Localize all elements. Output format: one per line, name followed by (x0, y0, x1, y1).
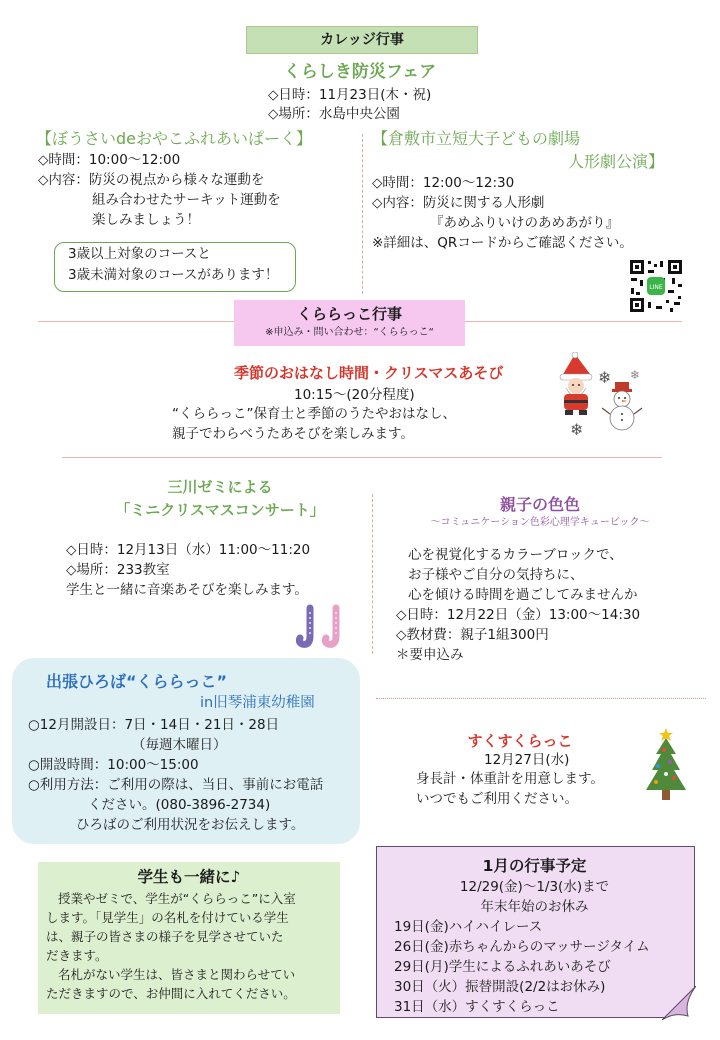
oyako-iroiro-title: 親子の色色 (499, 495, 580, 514)
sukusuku-date: 12月27日(水) (484, 752, 570, 768)
bousai-fair-title: くらしき防災フェア (283, 62, 437, 82)
schedule-item: 19日(金)ハイハイレース (394, 919, 543, 935)
concert-title-2: 「ミニクリスマスコンサート」 (115, 501, 325, 519)
student-notice-line-6: ただきますので、お仲間に入れてください。 (46, 986, 296, 1001)
hiroba-open-days: ○12月開設日：7日・14日・21日・28日 (28, 717, 280, 733)
color-reserve-note: ＊要申込み (396, 647, 464, 663)
snowflake-icon: ❄ (570, 420, 584, 439)
hiroba-hours: ○開設時間：10:00～15:00 (28, 757, 199, 773)
january-schedule-title: 1月の行事予定 (482, 857, 587, 875)
snowflake-icon: ❄ (630, 368, 641, 382)
holiday-label: 年末年始のお休み (480, 899, 589, 915)
bousai-park-title: 【ぼうさいdeおやこふれあいぱーく】 (36, 129, 313, 148)
theater-content-1: ◇内容：防災に関する人形劇 (372, 195, 545, 211)
student-notice-line-5: 名札がない学生は、皆さまと関わらせてい (58, 967, 296, 982)
student-notice-line-4: だきます。 (46, 948, 108, 963)
sukusuku-desc-1: 身長計・体重計を用意します。 (416, 771, 604, 787)
theater-detail-note: ※詳細は、QRコードからご確認ください。 (372, 235, 633, 251)
student-notice-text (46, 889, 296, 1003)
hiroba-usage-1: ○利用方法：ご利用の際は、当日、事前にお電話 (28, 777, 324, 793)
student-notice-line-3: は、親子の皆さまの様子を見学させていた (46, 929, 284, 944)
fair-date: ◇日時：11月23日(木・祝) (268, 87, 432, 103)
fair-place: ◇場所：水島中央公園 (268, 106, 400, 122)
student-notice-title: 学生も一緒に♪ (137, 868, 241, 886)
oyako-iroiro-subtitle: ～コミュニケーション色彩心理学キュービック～ (430, 517, 650, 528)
theater-content-2: 『あめふりいけのあめあがり』 (430, 215, 619, 231)
jj-ornament-icon (296, 604, 350, 650)
column-divider-1 (362, 134, 363, 294)
section-divider-3 (376, 698, 706, 699)
christmas-tree-icon (642, 724, 690, 804)
santa-icon (548, 352, 602, 416)
concert-place: ◇場所：233教室 (66, 562, 170, 578)
college-events-banner: カレッジ行事 (246, 26, 478, 54)
hiroba-subtitle: in旧琴浦東幼稚園 (200, 695, 315, 711)
ohanashi-desc-1: “くららっこ”保育士と季節のうたやおはなし、 (172, 406, 456, 422)
svg-text:LINE: LINE (649, 284, 663, 291)
snowflake-icon: ❄ (598, 368, 612, 387)
bousai-content-1: ◇内容：防災の視点から様々な運動を (38, 172, 265, 188)
ohanashi-desc-2: 親子でわらべうたあそびを楽しみます。 (172, 426, 414, 442)
hiroba-usage-2: ください。(080-3896-2734) (88, 797, 271, 813)
theater-time: ◇時間：12:00～12:30 (372, 175, 515, 191)
student-notice-line-1: 授業やゼミで、学生が“くららっこ”に入室 (58, 891, 296, 906)
holiday-period: 12/29(金)～1/3(水)まで (459, 879, 610, 895)
bousai-content-2: 組み合わせたサーキット運動を (92, 192, 281, 208)
schedule-item: 26日(金)赤ちゃんからのマッサージタイム (394, 939, 650, 955)
concert-title-1: 三川ゼミによる (167, 478, 273, 496)
concert-desc: 学生と一緒に音楽あそびを楽しみます。 (66, 582, 308, 598)
age-course-note-2: 3歳未満対象のコースがあります！ (68, 267, 279, 283)
color-desc-2: お子様やご自分の気持ちに、 (408, 567, 584, 583)
schedule-item: 30日（火）振替開設(2/2はお休み) (394, 979, 606, 995)
color-fee: ◇教材費：親子1組300円 (396, 627, 549, 643)
kurara-contact-note: ※申込み・問い合わせ：“くららっこ“ (265, 327, 434, 338)
hiroba-weekday: （毎週木曜日） (132, 737, 227, 753)
theater-title-line1: 【倉敷市立短大子どもの劇場 (372, 129, 581, 148)
concert-date: ◇日時：12月13日（水）11:00～11:20 (66, 542, 311, 558)
age-course-note-1: 3歳以上対象のコースと (68, 246, 211, 262)
hiroba-usage-3: ひろばのご利用状況をお伝えします。 (76, 817, 305, 833)
bousai-content-3: 楽しみましょう！ (92, 212, 200, 228)
color-desc-3: 心を傾ける時間を過ごしてみませんか (408, 587, 638, 603)
schedule-item: 29日(月)学生によるふれあいあそび (394, 959, 611, 975)
theater-title-line2: 人形劇公演】 (568, 152, 665, 171)
sukusuku-title: すくすくらっこ (467, 732, 573, 750)
column-divider-2 (372, 494, 373, 654)
color-date: ◇日時：12月22日（金）13:00～14:30 (396, 607, 641, 623)
sukusuku-desc-2: いつでもご利用ください。 (416, 791, 578, 807)
hiroba-title: 出張ひろば“くららっこ” (46, 672, 228, 691)
page-fold-decoration (662, 986, 696, 1020)
section-divider-2 (62, 457, 662, 458)
qr-code-icon[interactable] (628, 258, 684, 314)
bousai-time: ◇時間：10:00～12:00 (38, 152, 181, 168)
kurara-events-title: くららっこ行事 (296, 305, 402, 323)
ohanashi-time: 10:15～(20分程度) (294, 387, 415, 403)
ohanashi-title: 季節のおはなし時間・クリスマスあそび (234, 364, 504, 382)
color-desc-1: 心を視覚化するカラーブロックで、 (408, 547, 623, 563)
schedule-item: 31日（水）すくすくらっこ (394, 999, 560, 1015)
student-notice-line-2: します。「見学生」の名札を付けている学生 (46, 910, 289, 925)
snowman-icon (600, 380, 644, 432)
